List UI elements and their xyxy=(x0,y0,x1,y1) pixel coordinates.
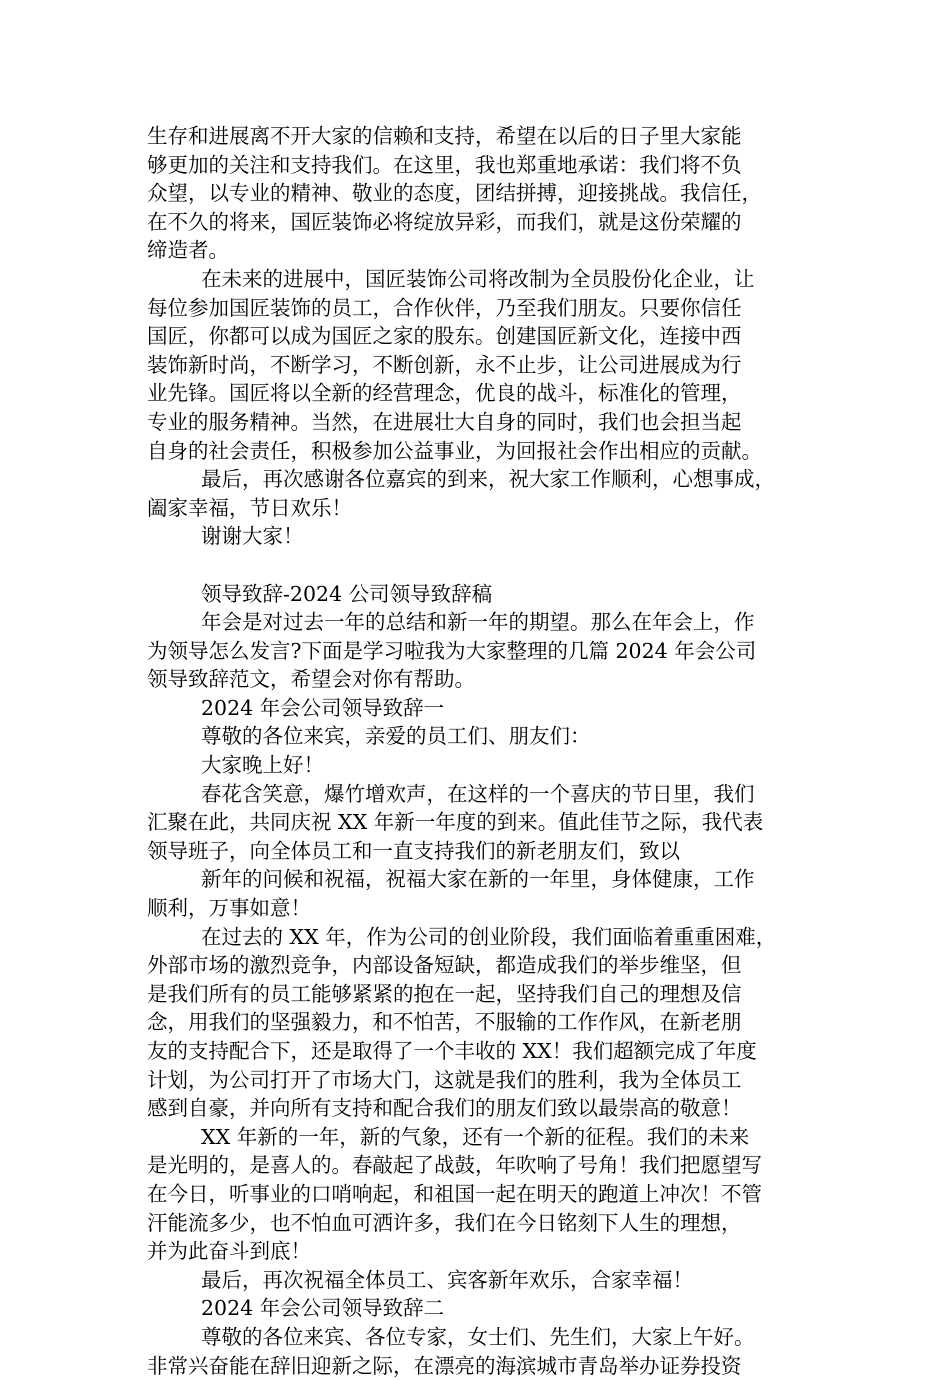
text-line: 在不久的将来，国匠装饰必将绽放异彩，而我们，就是这份荣耀的 xyxy=(147,209,742,234)
text-line: 缔造者。 xyxy=(147,238,229,263)
text-line: 每位参加国匠装饰的员工，合作伙伴，乃至我们朋友。只要你信任 xyxy=(147,295,742,320)
text-line: 顺利，万事如意！ xyxy=(147,896,311,921)
text-line: 春花含笑意，爆竹增欢声，在这样的一个喜庆的节日里，我们 xyxy=(201,781,755,806)
text-line: 汗能流多少，也不怕血可洒许多，我们在今日铭刻下人生的理想， xyxy=(147,1210,742,1235)
text-line: 是光明的，是喜人的。春敲起了战鼓，年吹响了号角！我们把愿望写 xyxy=(147,1153,762,1178)
text-line: XX 年新的一年，新的气象，还有一个新的征程。我们的未来 xyxy=(201,1124,750,1149)
text-line: 2024 年会公司领导致辞一 xyxy=(201,695,445,720)
text-line: 友的支持配合下，还是取得了一个丰收的 XX！我们超额完成了年度 xyxy=(147,1039,757,1063)
text-line: 阖家幸福，节日欢乐！ xyxy=(147,495,352,520)
text-line: 专业的服务精神。当然，在进展壮大自身的同时，我们也会担当起 xyxy=(147,409,742,434)
text-line: 最后，再次祝福全体员工、宾客新年欢乐，合家幸福！ xyxy=(201,1267,693,1292)
text-line: 非常兴奋能在辞旧迎新之际，在漂亮的海滨城市青岛举办证券投资 xyxy=(147,1353,742,1378)
text-line: 年会是对过去一年的总结和新一年的期望。那么在年会上，作 xyxy=(201,610,755,635)
text-line: 念，用我们的坚强毅力，和不怕苦，不服输的工作作风，在新老朋 xyxy=(147,1010,742,1035)
text-line: 新年的问候和祝福，祝福大家在新的一年里，身体健康，工作 xyxy=(201,867,755,892)
text-line: 装饰新时尚，不断学习，不断创新，永不止步，让公司进展成为行 xyxy=(147,352,742,377)
text-line: 领导班子，向全体员工和一直支持我们的新老朋友们，致以 xyxy=(147,838,680,863)
text-line: 自身的社会责任，积极参加公益事业，为回报社会作出相应的贡献。 xyxy=(147,438,762,463)
document-body xyxy=(147,122,812,1380)
text-line: 生存和进展离不开大家的信赖和支持，希望在以后的日子里大家能 xyxy=(147,124,742,148)
text-line: 是我们所有的员工能够紧紧的抱在一起，坚持我们自己的理想及信 xyxy=(147,981,742,1006)
text-line: 众望，以专业的精神、敬业的态度，团结拼搏，迎接挑战。我信任， xyxy=(147,181,762,206)
document-page xyxy=(147,122,812,1380)
text-line: 领导致辞范文，希望会对你有帮助。 xyxy=(147,667,475,692)
text-line: 为领导怎么发言?下面是学习啦我为大家整理的几篇 2024 年会公司 xyxy=(147,638,757,663)
text-line: 在过去的 XX 年，作为公司的创业阶段，我们面临着重重困难， xyxy=(201,924,777,949)
text-line: 计划，为公司打开了市场大门，这就是我们的胜利，我为全体员工 xyxy=(147,1067,742,1092)
text-line: 最后，再次感谢各位嘉宾的到来，祝大家工作顺利，心想事成， xyxy=(201,467,775,492)
text-line: 汇聚在此，共同庆祝 XX 年新一年度的到来。值此佳节之际，我代表 xyxy=(147,810,764,835)
text-line: 尊敬的各位来宾，亲爱的员工们、朋友们： xyxy=(201,724,591,749)
text-line: 并为此奋斗到底！ xyxy=(147,1239,311,1264)
text-line: 尊敬的各位来宾、各位专家，女士们、先生们，大家上午好。 xyxy=(201,1324,755,1349)
text-line: 领导致辞-2024 公司领导致辞稿 xyxy=(201,581,493,606)
text-line: 在今日，听事业的口哨响起，和祖国一起在明天的跑道上冲次！不管 xyxy=(147,1181,762,1206)
text-line: 够更加的关注和支持我们。在这里，我也郑重地承诺：我们将不负 xyxy=(147,152,742,177)
text-line: 2024 年会公司领导致辞二 xyxy=(201,1296,445,1321)
text-line: 谢谢大家！ xyxy=(201,524,304,549)
blank-line xyxy=(147,551,812,580)
text-line: 大家晚上好！ xyxy=(201,753,324,778)
text-line: 业先锋。国匠将以全新的经营理念，优良的战斗，标准化的管理， xyxy=(147,381,742,406)
text-line: 国匠，你都可以成为国匠之家的股东。创建国匠新文化，连接中西 xyxy=(147,324,742,349)
text-line: 外部市场的激烈竞争，内部设备短缺，都造成我们的举步维坚，但 xyxy=(147,953,742,978)
text-line: 在未来的进展中，国匠装饰公司将改制为全员股份化企业，让 xyxy=(201,266,755,291)
text-line: 感到自豪，并向所有支持和配合我们的朋友们致以最崇高的敬意！ xyxy=(147,1096,742,1121)
